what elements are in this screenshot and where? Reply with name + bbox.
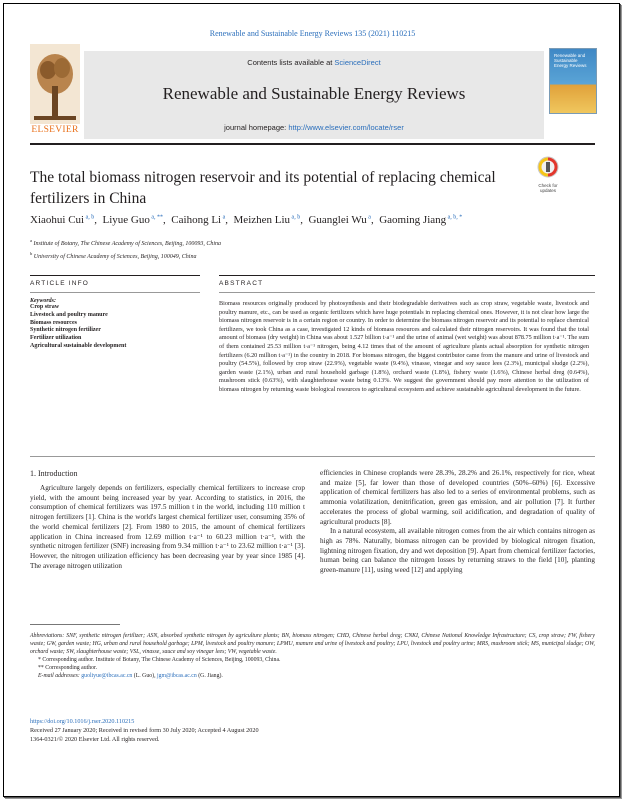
keyword: Livestock and poultry manure bbox=[30, 311, 108, 318]
footnotes bbox=[30, 632, 595, 680]
email-link[interactable]: jgm@ibcas.ac.cn bbox=[156, 673, 197, 679]
paragraph: efficiencies in Chinese croplands were 28.3%, 28.2% and 26.1%, respectively for rice, wheat and maize [5], far lower than those of developed countries (50%–60%) [6]. Excessive application of chemical fertilizers has also led to a series of environmental problems, such as ammonia volatilization, denitrification, green gas emission, and air pollution [7]. It further accelerates the process of global warming, soil acidification, and degradation of quality of agricultural products [8]. bbox=[320, 469, 595, 526]
article-info-rule bbox=[30, 275, 200, 276]
author[interactable]: Meizhen Liu $^{a, b}$ bbox=[233, 214, 301, 226]
paper-page bbox=[3, 3, 620, 797]
keyword: Biomass resources bbox=[30, 319, 77, 326]
introduction-heading: 1. Introduction bbox=[30, 469, 78, 478]
keyword: Fertilizer utilization bbox=[30, 335, 82, 342]
affiliations bbox=[30, 236, 590, 262]
author[interactable]: Guanglei Wu $^a$ bbox=[308, 214, 371, 226]
corresponding-author-2: ** Corresponding author. bbox=[38, 665, 98, 671]
article-info-heading: ARTICLE INFO bbox=[30, 280, 90, 287]
check-for-updates-badge[interactable] bbox=[534, 156, 562, 193]
keyword: Synthetic nitrogen fertilizer bbox=[30, 327, 101, 334]
body-column-left bbox=[30, 484, 305, 571]
publisher-name: ELSEVIER bbox=[31, 125, 79, 135]
check-updates-icon bbox=[537, 156, 559, 178]
abstract-rule bbox=[219, 275, 595, 276]
header-rule bbox=[30, 143, 595, 145]
contents-prefix: Contents lists available at bbox=[247, 58, 333, 67]
abstract-text: Biomass resources originally produced by photosynthesis and their biodegradable derivatives such as crop straw, vegetable waste, livestock and poultry manure, etc., can be used as organic fertilizers which have huge potentials in replacing chemical ones. However, it is not clear how large the biomass nitrogen reservoir is in a certain region or country. In order to determine the biomass nitrogen reservoir and its potential to replace chemical fertilizers, we took China as a case, investigated 12 kinds of biomass resources and calculated their nitrogen reservoirs. It was found that the total amount of biomass (dry weight) in China was about 1.527 billion t·a⁻¹ and the urine of animal (wet weight) was about 878.75 million t·a⁻¹. The sum of them contained 25.53 million t·a⁻¹ nitrogen, being 4.12 times that of the amount of agriculture plants actual absorption for synthetic nitrogen fertilizers (6.20 million t·a⁻¹) in the country in 2018. For biomass nitrogen, the biggest contributor came from the manure and urine of livestock and poultry (54.5%), followed by crop straw (22.9%), vegetable waste (9.4%), vinasse, vinegar and soy sauce lees (2.3%), municipal sludge (2.2%), garden waste (2.1%), urban and rural household garbage (1.8%), orchard waste (1.8%), fishery waste (1.6%), Chinese herbal dreg (0.64%), mushroom stick (0.63%), with slaughterhouse waste being 0.13%. We suggest the government should pay more attention to the utilization of biomass nitrogen by returning waste biological resources to agricultural ecosystem and achieve sustainable agricultural development in the future. bbox=[219, 300, 589, 393]
journal-cover bbox=[549, 48, 597, 114]
contents-line bbox=[84, 58, 544, 67]
paragraph: In a natural ecosystem, all available nitrogen comes from the air which contains nitrogen as high as 78%. Naturally, biomass nitrogen can be provided by biological nitrogen fixation, lightning nitrogen fixation, dry and wet deposition [9]. Apart from chemical fertilizer factories, human being can balance the nitrogen losses by returning straws to the field [10], planting green-manure [11], using weed [12] and applying bbox=[320, 527, 595, 575]
email-line: E-mail addresses: guoliyue@ibcas.ac.cn (L. Guo), jgm@ibcas.ac.cn (G. Jiang). bbox=[38, 673, 223, 679]
article-footer bbox=[30, 718, 595, 744]
homepage-line bbox=[84, 123, 544, 132]
affiliation: $^b$ University of Chinese Academy of Sciences, Beijing, 100049, China bbox=[30, 251, 197, 260]
received-dates: Received 27 January 2020; Received in revised form 30 July 2020; Accepted 4 August 2020 bbox=[30, 726, 259, 734]
body-column-right bbox=[320, 469, 595, 576]
paragraph: Agriculture largely depends on fertilizers, especially chemical fertilizers to increase crop yield, with the amount being increased year by year. According to statistics, in 2016, the consumption of chemical fertilizers was 197.5 million t in the world, including 110 million t nitrogen fertilizers [1]. China is the world's largest chemical fertilizer user, consuming 35% of the world chemical fertilizers [2]. From 1980 to 2015, the amount of chemical fertilizers application in China increased from 12.69 million t·a⁻¹ to 60.23 million t·a⁻¹, with the synthetic nitrogen fertilizer (SNF) increasing from 9.34 million t·a⁻¹ to 23.62 million t·a⁻¹ [3]. However, the nitrogen utilization efficiency has been decreasing year by year since 1985 [4]. The average nitrogen utilization bbox=[30, 484, 305, 570]
copyright: 1364-0321/© 2020 Elsevier Ltd. All rights reserved. bbox=[30, 735, 160, 743]
homepage-link[interactable]: http://www.elsevier.com/locate/rser bbox=[288, 123, 404, 132]
author[interactable]: Caihong Li $^a$ bbox=[171, 214, 226, 226]
keywords-label: Keywords: bbox=[30, 298, 56, 304]
author[interactable]: Xiaohui Cui $^{a, b}$ bbox=[30, 214, 95, 226]
journal-title: Renewable and Sustainable Energy Reviews bbox=[162, 84, 466, 103]
affiliation: $^a$ Institute of Botany, The Chinese Academy of Sciences, Beijing, 100093, China bbox=[30, 238, 222, 247]
keywords-block bbox=[30, 298, 205, 351]
article-title: The total biomass nitrogen reservoir and its potential of replacing chemical fertilizers in China bbox=[30, 169, 496, 207]
abbreviations: Abbreviations: SNF, synthetic nitrogen fertilizer; ASN, absorbed synthetic nitrogen by agriculture plants; BN, biomass nitrogen; CHD, Chinese herbal dreg; CNKI, Chinese National Knowledge Infrastructure; CS, crop straw; FW, fishery waste; GW, garden waste; HG, urban and rural household garbage; LPM, livestock and poultry manure; LPMU, manure and urine of livestock and poultry; LPU, livestock and poultry urine; MRS, mushroom stick; MS, municipal sludge; OW, orchard waste; SW, slaughterhouse waste; VSL, vinasse, sauce and soy vinegar lees; VW, vegetable waste. bbox=[30, 633, 595, 655]
journal-reference[interactable]: Renewable and Sustainable Energy Reviews 135 (2021) 110215 bbox=[209, 29, 416, 38]
article-info-subrule bbox=[30, 292, 200, 293]
keyword: Crop straw bbox=[30, 304, 60, 310]
cover-label: Renewable and Sustainable Energy Reviews bbox=[554, 53, 587, 68]
author[interactable]: Liyue Guo $^{a, **}$ bbox=[102, 214, 164, 226]
sciencedirect-link[interactable]: ScienceDirect bbox=[334, 58, 381, 67]
check-updates-label: Check for updates bbox=[538, 183, 558, 193]
corresponding-author-1: * Corresponding author. Institute of Botany, The Chinese Academy of Sciences, Beijing, 100093, China. bbox=[38, 657, 281, 663]
abstract-subrule bbox=[219, 292, 595, 293]
footnote-rule bbox=[30, 624, 120, 625]
doi-link[interactable]: https://doi.org/10.1016/j.rser.2020.110215 bbox=[30, 718, 135, 725]
homepage-prefix: journal homepage: bbox=[224, 123, 287, 132]
author-list: Xiaohui Cui $^{a, b}$, Liyue Guo $^{a, **}$, Caihong Li $^a$, Meizhen Liu $^{a, b}$, Guanglei Wu $^a$, Gaoming Jiang $^{a, b, *}$ bbox=[30, 214, 463, 226]
author[interactable]: Gaoming Jiang $^{a, b, *}$ bbox=[379, 214, 463, 226]
email-link[interactable]: guoliyue@ibcas.ac.cn bbox=[81, 673, 133, 679]
abstract-heading: ABSTRACT bbox=[219, 280, 264, 287]
elsevier-logo bbox=[30, 44, 80, 140]
abstract-end-rule bbox=[30, 456, 595, 457]
keyword: Agricultural sustainable development bbox=[30, 342, 127, 349]
